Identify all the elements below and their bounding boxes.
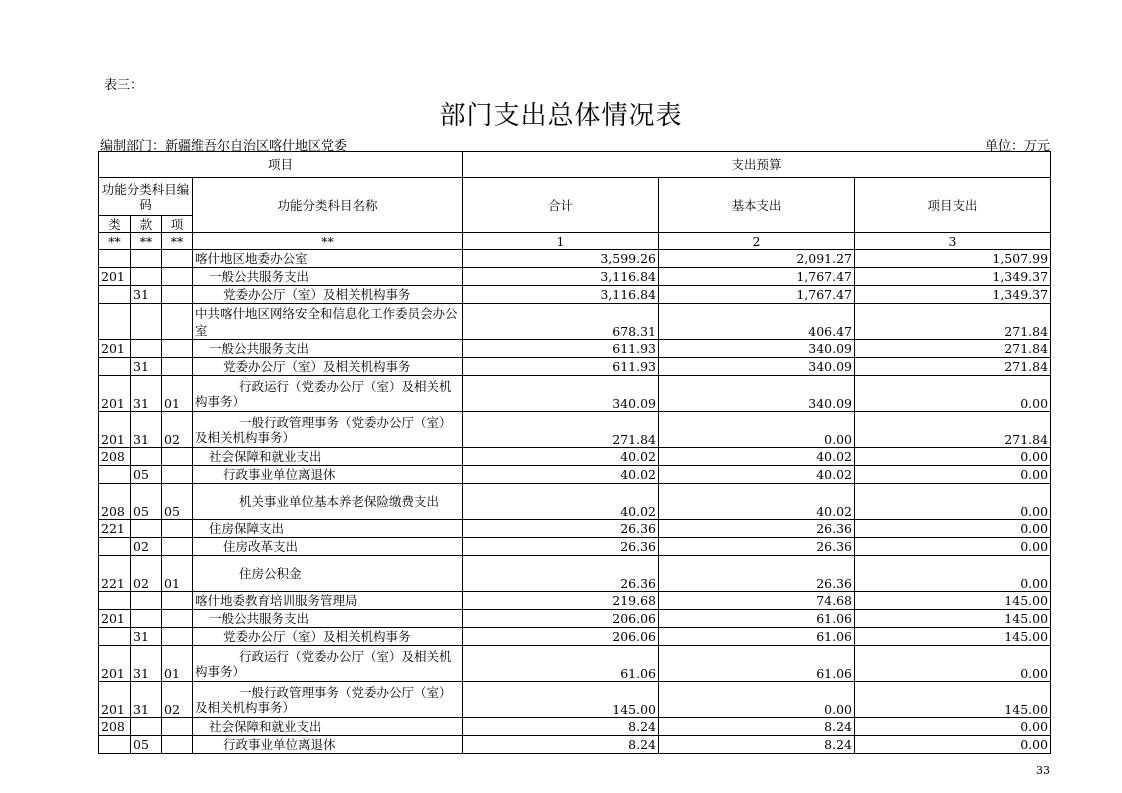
code-kuan-cell (131, 268, 162, 286)
item-name-cell: 喀什地委教育培训服务管理局 (193, 592, 463, 610)
code-lei-cell: 201 (99, 682, 131, 718)
basic-expense-cell: 40.02 (659, 466, 855, 484)
code-lei-cell (99, 250, 131, 268)
code-lei-cell: 208 (99, 448, 131, 466)
table-row (99, 682, 1051, 718)
code-xiang-cell (162, 736, 193, 754)
total-cell: 206.06 (463, 628, 659, 646)
project-expense-cell: 0.00 (855, 484, 1051, 520)
code-xiang-cell: 05 (162, 484, 193, 520)
code-lei-cell: 221 (99, 556, 131, 592)
item-name-cell: 党委办公厅（室）及相关机构事务 (193, 628, 463, 646)
item-name-cell: 住房保障支出 (193, 520, 463, 538)
code-xiang-cell (162, 610, 193, 628)
total-cell: 8.24 (463, 736, 659, 754)
table-row (99, 376, 1051, 412)
header-total: 合计 (463, 178, 659, 233)
code-lei-cell: 201 (99, 646, 131, 682)
item-name-cell: 社会保障和就业支出 (193, 448, 463, 466)
item-name-cell: 一般行政管理事务（党委办公厅（室）及相关机构事务） (193, 682, 463, 718)
code-xiang-cell (162, 538, 193, 556)
item-name-cell: 一般公共服务支出 (193, 268, 463, 286)
header-kuan: 款 (131, 216, 162, 233)
project-expense-cell: 1,507.99 (855, 250, 1051, 268)
item-name-cell: 行政事业单位离退休 (193, 736, 463, 754)
code-kuan-cell: 05 (131, 484, 162, 520)
code-xiang-cell (162, 250, 193, 268)
code-kuan-cell (131, 250, 162, 268)
header-basic: 基本支出 (659, 178, 855, 233)
code-kuan-cell (131, 448, 162, 466)
code-kuan-cell (131, 340, 162, 358)
code-xiang-cell (162, 304, 193, 340)
basic-expense-cell: 340.09 (659, 340, 855, 358)
total-cell: 26.36 (463, 520, 659, 538)
code-lei-cell: 201 (99, 376, 131, 412)
table-row (99, 718, 1051, 736)
table-row (99, 268, 1051, 286)
project-expense-cell: 0.00 (855, 538, 1051, 556)
basic-expense-cell: 2,091.27 (659, 250, 855, 268)
header-xiang: 项 (162, 216, 193, 233)
unit-label: 单位：万元 (984, 139, 1050, 154)
basic-expense-cell: 74.68 (659, 592, 855, 610)
table-label: 表三： (104, 78, 144, 93)
table-row (99, 484, 1051, 520)
basic-expense-cell: 61.06 (659, 610, 855, 628)
code-kuan-cell: 05 (131, 466, 162, 484)
code-kuan-cell: 31 (131, 412, 162, 448)
code-xiang-cell (162, 592, 193, 610)
basic-expense-cell: 61.06 (659, 646, 855, 682)
project-expense-cell: 271.84 (855, 358, 1051, 376)
total-cell: 340.09 (463, 376, 659, 412)
table-row (99, 628, 1051, 646)
code-lei-cell: 201 (99, 340, 131, 358)
code-kuan-cell (131, 718, 162, 736)
table-row (99, 448, 1051, 466)
project-expense-cell: 145.00 (855, 682, 1051, 718)
basic-expense-cell: 8.24 (659, 736, 855, 754)
marker-name: ** (193, 233, 463, 250)
header-lei: 类 (99, 216, 131, 233)
code-lei-cell (99, 592, 131, 610)
table-row (99, 466, 1051, 484)
basic-expense-cell: 0.00 (659, 682, 855, 718)
code-xiang-cell (162, 718, 193, 736)
basic-expense-cell: 26.36 (659, 556, 855, 592)
code-kuan-cell: 31 (131, 358, 162, 376)
item-name-cell: 行政事业单位离退休 (193, 466, 463, 484)
header-name: 功能分类科目名称 (193, 178, 463, 233)
project-expense-cell: 0.00 (855, 520, 1051, 538)
item-name-cell: 住房改革支出 (193, 538, 463, 556)
code-lei-cell (99, 358, 131, 376)
marker-xiang: ** (162, 233, 193, 250)
project-expense-cell: 1,349.37 (855, 268, 1051, 286)
table-row (99, 592, 1051, 610)
code-kuan-cell: 31 (131, 628, 162, 646)
code-kuan-cell: 31 (131, 376, 162, 412)
page-number: 33 (1036, 764, 1050, 777)
code-lei-cell (99, 736, 131, 754)
table-row (99, 412, 1051, 448)
basic-expense-cell: 406.47 (659, 304, 855, 340)
total-cell: 678.31 (463, 304, 659, 340)
table-row (99, 304, 1051, 340)
code-kuan-cell: 05 (131, 736, 162, 754)
code-lei-cell: 201 (99, 412, 131, 448)
code-kuan-cell: 31 (131, 286, 162, 304)
code-kuan-cell (131, 304, 162, 340)
header-project: 项目 (99, 152, 463, 178)
total-cell: 271.84 (463, 412, 659, 448)
basic-expense-cell: 1,767.47 (659, 286, 855, 304)
total-cell: 3,599.26 (463, 250, 659, 268)
total-cell: 40.02 (463, 484, 659, 520)
code-kuan-cell (131, 592, 162, 610)
total-cell: 26.36 (463, 538, 659, 556)
code-lei-cell (99, 304, 131, 340)
page-title: 部门支出总体情况表 (439, 101, 683, 131)
code-xiang-cell (162, 286, 193, 304)
basic-expense-cell: 40.02 (659, 448, 855, 466)
item-name-cell: 一般公共服务支出 (193, 340, 463, 358)
code-xiang-cell (162, 466, 193, 484)
expenditure-table (98, 151, 1051, 754)
item-name-cell: 党委办公厅（室）及相关机构事务 (193, 286, 463, 304)
item-name-cell: 一般行政管理事务（党委办公厅（室）及相关机构事务） (193, 412, 463, 448)
table-row (99, 646, 1051, 682)
code-xiang-cell: 02 (162, 412, 193, 448)
project-expense-cell: 0.00 (855, 736, 1051, 754)
code-xiang-cell: 01 (162, 376, 193, 412)
project-expense-cell: 0.00 (855, 448, 1051, 466)
total-cell: 611.93 (463, 358, 659, 376)
code-xiang-cell: 02 (162, 682, 193, 718)
total-cell: 8.24 (463, 718, 659, 736)
total-cell: 206.06 (463, 610, 659, 628)
basic-expense-cell: 61.06 (659, 628, 855, 646)
total-cell: 40.02 (463, 448, 659, 466)
table-row (99, 340, 1051, 358)
item-name-cell: 一般公共服务支出 (193, 610, 463, 628)
basic-expense-cell: 26.36 (659, 538, 855, 556)
header-budget: 支出预算 (463, 152, 1051, 178)
project-expense-cell: 271.84 (855, 304, 1051, 340)
code-xiang-cell (162, 628, 193, 646)
item-name-cell: 喀什地区地委办公室 (193, 250, 463, 268)
code-kuan-cell (131, 520, 162, 538)
code-kuan-cell: 31 (131, 646, 162, 682)
table-row (99, 610, 1051, 628)
project-expense-cell: 0.00 (855, 466, 1051, 484)
code-lei-cell (99, 628, 131, 646)
total-cell: 3,116.84 (463, 286, 659, 304)
item-name-cell: 机关事业单位基本养老保险缴费支出 (193, 484, 463, 520)
item-name-cell: 行政运行（党委办公厅（室）及相关机构事务） (193, 376, 463, 412)
project-expense-cell: 145.00 (855, 610, 1051, 628)
code-lei-cell: 201 (99, 268, 131, 286)
header-row-2 (99, 178, 1051, 216)
project-expense-cell: 0.00 (855, 376, 1051, 412)
code-xiang-cell (162, 340, 193, 358)
compiling-department: 编制部门：新疆维吾尔自治区喀什地区党委 (100, 139, 348, 154)
marker-lei: ** (99, 233, 131, 250)
project-expense-cell: 1,349.37 (855, 286, 1051, 304)
code-lei-cell: 208 (99, 484, 131, 520)
code-kuan-cell: 02 (131, 538, 162, 556)
header-row-1 (99, 152, 1051, 178)
code-xiang-cell: 01 (162, 646, 193, 682)
item-name-cell: 住房公积金 (193, 556, 463, 592)
table-row (99, 520, 1051, 538)
table-row (99, 250, 1051, 268)
basic-expense-cell: 8.24 (659, 718, 855, 736)
total-cell: 26.36 (463, 556, 659, 592)
code-xiang-cell: 01 (162, 556, 193, 592)
marker-kuan: ** (131, 233, 162, 250)
header-item: 项目支出 (855, 178, 1051, 233)
basic-expense-cell: 1,767.47 (659, 268, 855, 286)
code-kuan-cell: 02 (131, 556, 162, 592)
marker-col-3: 3 (855, 233, 1051, 250)
basic-expense-cell: 340.09 (659, 358, 855, 376)
total-cell: 145.00 (463, 682, 659, 718)
table-row (99, 736, 1051, 754)
item-name-cell: 行政运行（党委办公厅（室）及相关机构事务） (193, 646, 463, 682)
project-expense-cell: 0.00 (855, 718, 1051, 736)
code-kuan-cell (131, 610, 162, 628)
table-row (99, 358, 1051, 376)
code-lei-cell (99, 286, 131, 304)
basic-expense-cell: 26.36 (659, 520, 855, 538)
project-expense-cell: 271.84 (855, 340, 1051, 358)
table-row (99, 556, 1051, 592)
total-cell: 61.06 (463, 646, 659, 682)
code-xiang-cell (162, 448, 193, 466)
item-name-cell: 中共喀什地区网络安全和信息化工作委员会办公室 (193, 304, 463, 340)
table-row (99, 538, 1051, 556)
item-name-cell: 社会保障和就业支出 (193, 718, 463, 736)
code-kuan-cell: 31 (131, 682, 162, 718)
code-xiang-cell (162, 268, 193, 286)
project-expense-cell: 0.00 (855, 556, 1051, 592)
code-lei-cell (99, 538, 131, 556)
total-cell: 611.93 (463, 340, 659, 358)
table-row (99, 286, 1051, 304)
header-row-4 (99, 233, 1051, 250)
total-cell: 40.02 (463, 466, 659, 484)
total-cell: 219.68 (463, 592, 659, 610)
code-lei-cell: 201 (99, 610, 131, 628)
header-code-group: 功能分类科目编码 (99, 178, 193, 216)
code-lei-cell (99, 466, 131, 484)
project-expense-cell: 145.00 (855, 592, 1051, 610)
marker-col-1: 1 (463, 233, 659, 250)
item-name-cell: 党委办公厅（室）及相关机构事务 (193, 358, 463, 376)
project-expense-cell: 145.00 (855, 628, 1051, 646)
basic-expense-cell: 0.00 (659, 412, 855, 448)
total-cell: 3,116.84 (463, 268, 659, 286)
code-lei-cell: 208 (99, 718, 131, 736)
marker-col-2: 2 (659, 233, 855, 250)
code-lei-cell: 221 (99, 520, 131, 538)
project-expense-cell: 271.84 (855, 412, 1051, 448)
code-xiang-cell (162, 358, 193, 376)
basic-expense-cell: 340.09 (659, 376, 855, 412)
code-xiang-cell (162, 520, 193, 538)
basic-expense-cell: 40.02 (659, 484, 855, 520)
project-expense-cell: 0.00 (855, 646, 1051, 682)
